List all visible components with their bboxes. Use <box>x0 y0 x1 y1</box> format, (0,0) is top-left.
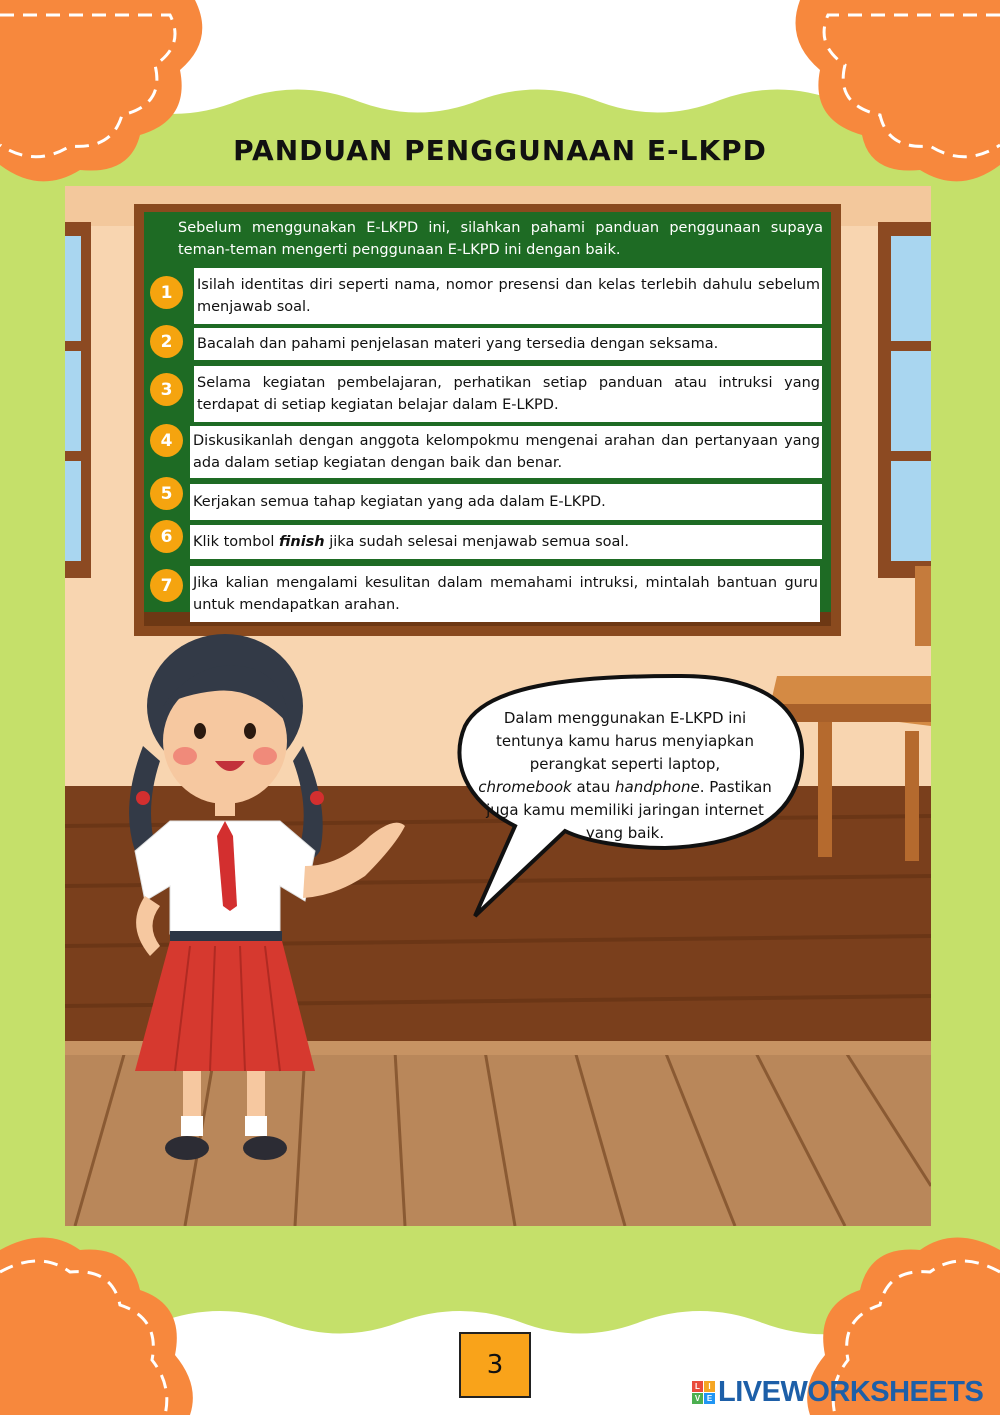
step-number-badge: 2 <box>150 325 183 358</box>
step-item <box>194 268 822 324</box>
window-left <box>65 222 91 578</box>
intro-text: Sebelum menggunakan E-LKPD ini, silahkan pahami panduan penggunaan supaya teman-teman mengerti penggunaan E-LKPD ini dengan baik. <box>178 220 823 258</box>
step-number-badge: 4 <box>150 424 183 457</box>
step-item <box>190 525 822 559</box>
brand-logo-icon: L I V E <box>692 1381 715 1404</box>
brand-name: LIVEWORKSHEETS <box>718 1375 984 1408</box>
step-item <box>194 328 822 360</box>
step-text: Jika kalian mengalami kesulitan dalam memahami intruksi, mintalah bantuan guru untuk mendapatkan arahan. <box>193 575 818 613</box>
step-item <box>190 566 820 622</box>
step-text: Klik tombol finish jika sudah selesai menjawab semua soal. <box>193 534 630 550</box>
speech-bubble-text: Dalam menggunakan E-LKPD ini tentunya kamu harus menyiapkan perangkat seperti laptop, chromebook atau handphone. Pastikan juga kamu memiliki jaringan internet yang baik. <box>478 709 772 842</box>
step-number-badge: 1 <box>150 276 183 309</box>
step-text: Isilah identitas diri seperti nama, nomor presensi dan kelas terlebih dahulu sebelum menjawab soal. <box>197 277 820 315</box>
step-item <box>190 426 822 478</box>
step-item <box>194 366 822 422</box>
step-number-badge: 6 <box>150 520 183 553</box>
step-number-badge: 5 <box>150 477 183 510</box>
step-item <box>190 484 822 520</box>
step-text: Diskusikanlah dengan anggota kelompokmu mengenai arahan dan pertanyaan yang ada dalam setiap kegiatan dengan baik dan benar. <box>193 433 820 471</box>
liveworksheets-logo[interactable] <box>692 1372 983 1412</box>
step-text: Kerjakan semua tahap kegiatan yang ada dalam E-LKPD. <box>193 494 606 510</box>
step-number-badge: 3 <box>150 373 183 406</box>
step-text: Bacalah dan pahami penjelasan materi yang tersedia dengan seksama. <box>197 336 719 352</box>
step-number-badge: 7 <box>150 569 183 602</box>
page-number: 3 <box>459 1332 531 1398</box>
page-title: PANDUAN PENGGUNAAN E-LKPD <box>233 134 767 167</box>
step-text: Selama kegiatan pembelajaran, perhatikan setiap panduan atau intruksi yang terdapat di setiap kegiatan belajar dalam E-LKPD. <box>197 375 820 413</box>
